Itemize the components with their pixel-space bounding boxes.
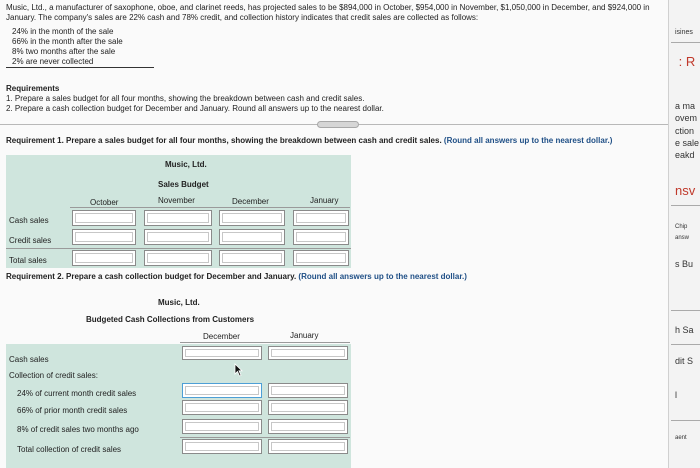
side-snippet: Chip xyxy=(675,224,688,230)
req1-label: Requirement 1. Prepare a sales budget for all four months, showing the breakdown between cash and credit sales. xyxy=(6,136,442,145)
credit-sales-january-input[interactable] xyxy=(293,229,349,245)
req2-prompt xyxy=(6,272,467,281)
cash-sales-november-input[interactable] xyxy=(144,210,212,226)
column-header-december: December xyxy=(203,332,240,341)
side-rule xyxy=(671,344,700,345)
req1-round-note: (Round all answers up to the nearest dollar.) xyxy=(443,136,613,145)
column-header-october: October xyxy=(90,198,119,207)
sales-budget-title: Sales Budget xyxy=(158,180,209,189)
total-rule xyxy=(180,437,350,438)
collections-company: Music, Ltd. xyxy=(158,298,200,307)
collections-title: Budgeted Cash Collections from Customers xyxy=(86,315,255,324)
side-snippet: ction xyxy=(675,126,695,136)
collection-schedule xyxy=(6,27,154,68)
schedule-item: 2% are never collected xyxy=(12,57,94,66)
total-collections-december-input[interactable] xyxy=(182,439,262,454)
total-sales-october-input[interactable] xyxy=(72,250,136,266)
total-sales-january-input[interactable] xyxy=(293,250,349,266)
side-rule xyxy=(671,420,700,421)
side-snippet: aent xyxy=(675,435,687,441)
total-collections-january-input[interactable] xyxy=(268,439,348,454)
side-rule xyxy=(671,205,700,206)
header-rule xyxy=(70,207,350,208)
column-header-january: January xyxy=(290,331,319,340)
side-snippet: isines xyxy=(675,29,693,36)
schedule-item: 8% two months after the sale xyxy=(12,47,116,56)
credit-sales-november-input[interactable] xyxy=(144,229,212,245)
cash-sales-january-input[interactable] xyxy=(293,210,349,226)
column-header-november: November xyxy=(158,196,195,205)
column-header-january: January xyxy=(310,196,339,205)
background-window-edge xyxy=(668,0,700,468)
schedule-item: 66% in the month after the sale xyxy=(12,37,123,46)
row-label-collection-of-credit-sales: Collection of credit sales: xyxy=(9,371,98,380)
requirements-heading: Requirements xyxy=(6,84,60,93)
side-snippet: : R xyxy=(675,54,696,69)
requirement-1-text: 1. Prepare a sales budget for all four months, showing the breakdown between cash and credit sales. xyxy=(6,94,365,103)
two-months-ago-december-input[interactable] xyxy=(182,419,262,434)
expand-more-button[interactable] xyxy=(317,121,359,128)
mouse-cursor-icon xyxy=(234,363,243,377)
side-snippet: nsv xyxy=(675,183,696,198)
header-rule xyxy=(180,342,350,343)
total-sales-november-input[interactable] xyxy=(144,250,212,266)
row-label-current-month: 24% of current month credit sales xyxy=(17,389,137,398)
prior-month-january-input[interactable] xyxy=(268,400,348,415)
column-header-december: December xyxy=(232,197,269,206)
credit-sales-december-input[interactable] xyxy=(219,229,285,245)
row-label-credit-sales: Credit sales xyxy=(9,236,52,245)
requirement-2-text: 2. Prepare a cash collection budget for December and January. Round all answers up to the nearest dollar. xyxy=(6,104,384,113)
current-month-december-input[interactable] xyxy=(182,383,262,398)
cash-sales-january-input[interactable] xyxy=(268,346,348,360)
prior-month-december-input[interactable] xyxy=(182,400,262,415)
sales-budget-company: Music, Ltd. xyxy=(165,160,207,169)
side-snippet: eakd xyxy=(675,150,695,160)
side-snippet: e sale xyxy=(675,138,700,148)
row-label-total-sales: Total sales xyxy=(9,256,47,265)
row-label-cash-sales: Cash sales xyxy=(9,216,49,225)
problem-intro: Music, Ltd., a manufacturer of saxophone, oboe, and clarinet reeds, has projected sales to be $894,000 in October, $954,000 in November, $1,050,000 in December, and $924,000 in January. The company's sales are 22% cash and 78% credit, and collection history indicates that credit sales are collected as follows: xyxy=(6,3,650,22)
total-sales-december-input[interactable] xyxy=(219,250,285,266)
side-snippet: l xyxy=(675,390,677,400)
req2-round-note: (Round all answers up to the nearest dollar.) xyxy=(298,272,467,281)
cash-sales-december-input[interactable] xyxy=(182,346,262,360)
row-label-prior-month: 66% of prior month credit sales xyxy=(17,406,128,415)
two-months-ago-january-input[interactable] xyxy=(268,419,348,434)
cash-sales-december-input[interactable] xyxy=(219,210,285,226)
side-snippet: s Bu xyxy=(675,259,694,269)
side-rule xyxy=(671,42,700,43)
current-month-january-input[interactable] xyxy=(268,383,348,398)
side-snippet: a ma xyxy=(675,101,696,111)
side-rule xyxy=(671,310,700,311)
side-snippet: answ xyxy=(675,235,690,241)
side-snippet: h Sa xyxy=(675,325,694,335)
schedule-item: 24% in the month of the sale xyxy=(12,27,114,36)
side-snippet: ovem xyxy=(675,113,698,123)
row-label-total-collections: Total collection of credit sales xyxy=(17,445,122,454)
side-snippet: dit S xyxy=(675,356,694,366)
cash-sales-october-input[interactable] xyxy=(72,210,136,226)
row-label-two-months-ago: 8% of credit sales two months ago xyxy=(17,425,139,434)
row-label-cash-sales: Cash sales xyxy=(9,355,49,364)
total-rule xyxy=(6,248,351,249)
req1-prompt xyxy=(6,136,612,145)
req2-label: Requirement 2. Prepare a cash collection budget for December and January. xyxy=(6,272,297,281)
credit-sales-october-input[interactable] xyxy=(72,229,136,245)
